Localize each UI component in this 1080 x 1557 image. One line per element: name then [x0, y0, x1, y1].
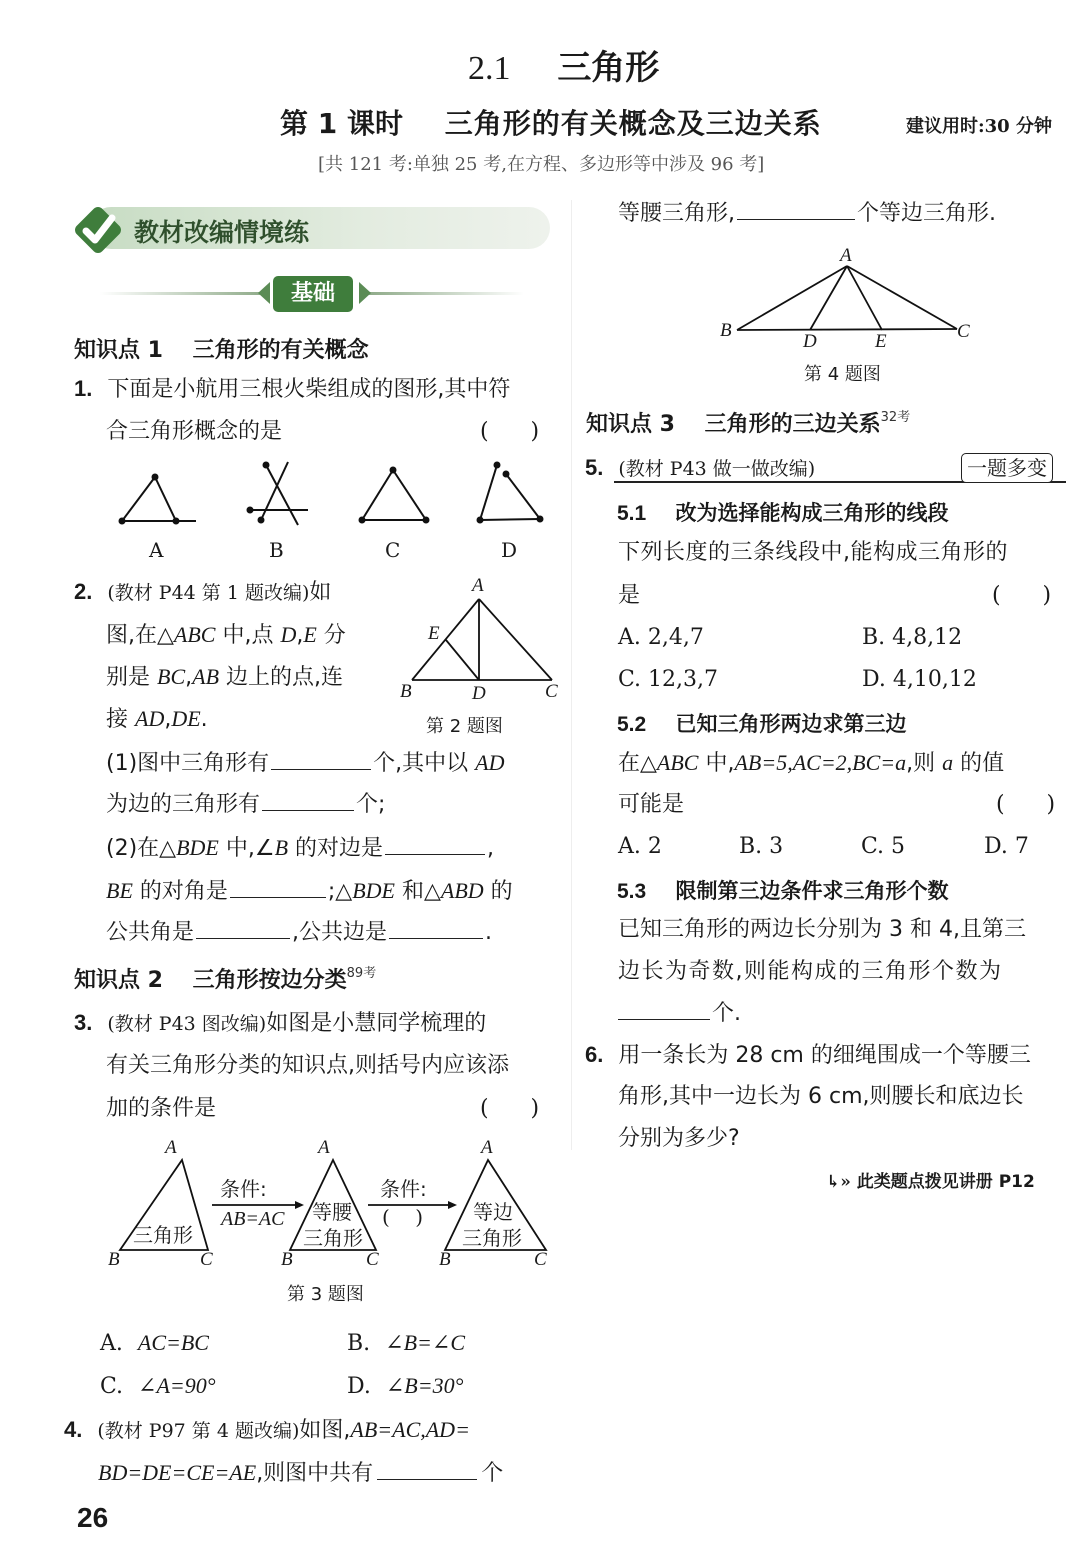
question-text: 如图,	[299, 1418, 351, 1443]
hint-arrow-icon: ↳»	[826, 1172, 851, 1192]
text: ,	[296, 623, 304, 648]
math: D	[280, 622, 297, 647]
text: 为边的三角形有	[106, 792, 261, 817]
option-text: 3	[769, 834, 784, 859]
label-a: A	[840, 245, 852, 266]
knowledge-point-2	[74, 962, 376, 994]
question-4-line3	[618, 193, 996, 235]
subquestion-title: 改为选择能构成三角形的线段	[675, 501, 949, 525]
label-c: C	[545, 681, 558, 702]
text: 中,∠	[218, 836, 275, 861]
option-key: D.	[984, 834, 1008, 859]
text: (1)图中三角形有	[106, 751, 270, 776]
math: ABC	[656, 750, 699, 775]
lesson-label: 第 1 课时	[280, 107, 403, 140]
question-1-line2: 合三角形概念的是	[106, 419, 283, 444]
page-number: 26	[77, 1502, 109, 1533]
subquestion-5-2-heading	[617, 708, 907, 738]
question-5	[585, 447, 815, 490]
question-number: 3.	[74, 1010, 93, 1035]
answer-blank[interactable]	[230, 875, 326, 898]
label-b: B	[400, 681, 412, 702]
question-text: 如	[309, 580, 332, 605]
q1-option-c[interactable]: C	[385, 538, 401, 562]
q2-part1-line2	[106, 784, 385, 826]
section-heading	[468, 40, 659, 89]
option-key: A.	[618, 834, 641, 859]
label-b: B	[720, 320, 732, 341]
label-e: E	[428, 623, 440, 644]
text: 别是	[106, 665, 157, 690]
knowledge-point-3	[586, 406, 910, 438]
subquestion-5-1-heading	[617, 497, 949, 527]
option-text: 4,8,12	[892, 625, 963, 650]
subquestion-5-3-heading	[617, 875, 949, 905]
text: 个;	[356, 792, 386, 817]
question-number: 1.	[74, 376, 93, 401]
q3-figure-caption: 第 3 题图	[287, 1284, 364, 1305]
q3-option-b[interactable]	[347, 1322, 465, 1365]
label-a: A	[472, 575, 484, 596]
label-c: C	[957, 321, 970, 342]
option-key: B.	[862, 625, 886, 650]
fig3-tri3-text-1: 等边	[473, 1200, 513, 1224]
option-key: D.	[347, 1374, 371, 1399]
label-d: D	[803, 331, 817, 352]
subquestion-title: 限制第三边条件求三角形个数	[675, 879, 949, 903]
math: B	[274, 835, 289, 860]
level-divider-left	[100, 292, 270, 295]
q5-2-option-d[interactable]	[984, 826, 1029, 868]
math: AB	[192, 664, 220, 689]
question-text: 用一条长为 28 cm 的细绳围成一个等腰三	[618, 1043, 1031, 1068]
math: DE	[171, 706, 201, 731]
option-text: ∠A=90°	[138, 1373, 216, 1398]
math: ABC	[173, 622, 216, 647]
fig3-label-c3: C	[534, 1249, 547, 1270]
section-number: 2.1	[468, 50, 511, 87]
exam-stats: [共 121 考:单独 25 考,在方程、多边形等中涉及 96 考]	[318, 154, 765, 175]
question-number: 4.	[64, 1417, 83, 1442]
fig3-label-b3: B	[439, 1249, 451, 1270]
subquestion-5-1-line1: 下列长度的三条线段中,能构成三角形的	[618, 540, 1008, 565]
q1-option-a[interactable]: A	[149, 538, 164, 562]
math: AD	[135, 706, 165, 731]
option-text: 4,10,12	[892, 667, 977, 692]
kp-title: 三角形的有关概念	[192, 338, 369, 363]
fig3-cond-2[interactable]: ( )	[382, 1205, 424, 1229]
q3-option-d[interactable]	[347, 1365, 463, 1408]
suggested-time: 建议用时:30 分钟	[906, 116, 1052, 137]
math: a	[942, 750, 954, 775]
knowledge-point-1	[74, 333, 369, 364]
fig3-tri3-text-2: 三角形	[462, 1226, 522, 1250]
text: 中,点	[215, 623, 281, 648]
text: 的对角是	[132, 879, 228, 904]
q3-figure	[100, 1135, 560, 1280]
label-e: E	[875, 331, 887, 352]
subquestion-5-3-line1: 已知三角形的两边长分别为 3 和 4,且第三	[618, 917, 1026, 942]
q2-part2-line2	[106, 870, 513, 913]
q2-part2-line3	[106, 912, 492, 954]
text: ,公共边是	[292, 920, 388, 945]
option-key: C.	[100, 1374, 124, 1399]
text: 的	[483, 879, 513, 904]
fig3-label-b1: B	[108, 1249, 120, 1270]
answer-blank[interactable]	[385, 832, 485, 855]
q2-figure-caption: 第 2 题图	[426, 716, 503, 737]
subquestion-number: 5.3	[617, 880, 647, 903]
question-text: 下面是小航用三根火柴组成的图形,其中符	[107, 377, 511, 402]
arrow-right-icon	[359, 282, 371, 304]
fig3-label-a1: A	[165, 1137, 177, 1158]
text: 接	[106, 707, 135, 732]
text: ,则图中共有	[256, 1461, 374, 1486]
question-source: (教材 P44 第 1 题改编)	[107, 582, 310, 604]
text: 个,其中以	[373, 751, 476, 776]
answer-blank[interactable]	[262, 788, 354, 811]
fig3-cond-1: AB=AC	[221, 1208, 285, 1230]
math: AB=5,AC=2,BC=a	[734, 750, 907, 775]
q4-figure-caption: 第 4 题图	[804, 364, 881, 385]
question-source: (教材 P43 图改编)	[107, 1013, 267, 1035]
option-key: D.	[862, 667, 886, 692]
option-text: ∠B=30°	[385, 1373, 464, 1398]
math: BDE	[176, 835, 219, 860]
answer-paren[interactable]: ( )	[480, 419, 540, 444]
kp-label: 知识点 3	[586, 412, 675, 437]
option-text: ∠B=∠C	[385, 1330, 465, 1355]
fig3-label-a2: A	[318, 1137, 330, 1158]
question-6	[585, 1034, 1031, 1077]
option-key: C.	[618, 667, 642, 692]
hint-link[interactable]	[826, 1167, 1035, 1192]
q5-1-option-a[interactable]	[618, 617, 704, 659]
fig3-label-b2: B	[281, 1249, 293, 1270]
subquestion-5-3-line2: 边长为奇数,则能构成的三角形个数为	[618, 959, 1003, 984]
q4-figure	[715, 244, 985, 354]
fig3-cond-label-2: 条件:	[380, 1177, 427, 1201]
fig3-label-c1: C	[200, 1249, 213, 1270]
fig3-tri2-text-1: 等腰	[312, 1200, 352, 1224]
text: 公共角是	[106, 920, 195, 945]
text: 图,在△	[106, 623, 174, 648]
option-key: B.	[347, 1331, 371, 1356]
fig3-cond-label-1: 条件:	[220, 1177, 267, 1201]
q1-figures	[110, 460, 550, 534]
kp-title: 三角形的三边关系	[704, 412, 881, 437]
answer-blank[interactable]	[196, 916, 290, 939]
text: 个等边三角形.	[857, 201, 996, 226]
math: BE	[106, 878, 133, 903]
exam-count: 32考	[880, 410, 911, 425]
question-3	[74, 1002, 486, 1045]
text: ,	[487, 836, 495, 861]
text: 和△	[395, 879, 441, 904]
question-1	[74, 368, 510, 411]
q5-1-option-b[interactable]	[862, 617, 962, 659]
text: .	[485, 920, 493, 945]
kp-label: 知识点 2	[74, 968, 163, 993]
subquestion-title: 已知三角形两边求第三边	[675, 712, 907, 736]
text: (2)在△	[106, 836, 177, 861]
option-key: C.	[861, 834, 885, 859]
answer-blank[interactable]	[389, 916, 483, 939]
option-text: 2	[647, 834, 662, 859]
lesson-title: 三角形的有关概念及三边关系	[444, 107, 822, 140]
question-2-line4	[106, 698, 208, 741]
fig3-label-a3: A	[481, 1137, 493, 1158]
question-number: 5.	[585, 455, 604, 480]
question-6-line3: 分别为多少?	[618, 1126, 740, 1151]
math: BC	[157, 664, 186, 689]
question-3-line3: 加的条件是	[106, 1096, 217, 1121]
subquestion-number: 5.2	[617, 713, 647, 736]
question-2	[74, 571, 331, 614]
math: BD=DE=CE=AE	[98, 1460, 257, 1485]
subquestion-5-2-line1	[618, 742, 1004, 785]
q3-option-a[interactable]	[100, 1322, 209, 1365]
option-text: 7	[1014, 834, 1029, 859]
question-2-line2	[106, 614, 346, 657]
check-icon	[72, 204, 124, 260]
q5-2-option-a[interactable]	[618, 826, 662, 868]
q5-2-option-b[interactable]	[739, 826, 783, 868]
fig3-tri2-text-2: 三角形	[303, 1226, 363, 1250]
answer-blank[interactable]	[271, 747, 371, 770]
text: .	[200, 707, 208, 732]
option-key: B.	[739, 834, 763, 859]
banner-title: 教材改编情境练	[134, 218, 310, 247]
fig3-tri1-text: 三角形	[133, 1223, 193, 1247]
answer-blank[interactable]	[618, 997, 710, 1020]
answer-blank[interactable]	[737, 197, 855, 220]
q1-option-d[interactable]: D	[501, 538, 518, 562]
kp-label: 知识点 1	[74, 338, 163, 363]
math: BDE	[352, 878, 395, 903]
fig3-label-c2: C	[366, 1249, 379, 1270]
question-text: 如图是小慧同学梳理的	[266, 1011, 487, 1036]
kp-title: 三角形按边分类	[192, 968, 347, 993]
level-divider-right	[362, 292, 524, 295]
q5-2-option-c[interactable]	[861, 826, 905, 868]
question-4-line2	[98, 1452, 503, 1495]
text: ,	[164, 707, 172, 732]
arrow-left-icon	[258, 282, 270, 304]
q2-figure	[395, 575, 565, 705]
question-number: 6.	[585, 1042, 604, 1067]
answer-blank[interactable]	[377, 1457, 477, 1480]
text: 个	[481, 1461, 504, 1486]
text: 等腰三角形,	[618, 201, 735, 226]
question-source: (教材 P97 第 4 题改编)	[97, 1420, 300, 1442]
option-key: A.	[618, 625, 641, 650]
option-text: AC=BC	[137, 1330, 209, 1355]
question-2-line3	[106, 656, 343, 699]
math: E	[303, 622, 317, 647]
lesson-heading	[280, 102, 822, 142]
text: ,	[185, 665, 193, 690]
text: 分	[316, 623, 346, 648]
answer-paren[interactable]: ( )	[996, 792, 1056, 817]
hint-text: 此类题点拨见讲册 P12	[856, 1172, 1035, 1192]
text: 中,	[698, 751, 735, 776]
label-d: D	[472, 683, 486, 704]
q2-part1	[106, 742, 505, 785]
option-text: 12,3,7	[648, 667, 719, 692]
question-number: 2.	[74, 579, 93, 604]
math: AD	[475, 750, 505, 775]
text: 边上的点,连	[219, 665, 344, 690]
subquestion-5-3-line3	[618, 993, 741, 1035]
column-divider	[571, 200, 572, 1150]
question-source: (教材 P43 做一做改编)	[618, 458, 816, 480]
section-title: 三角形	[557, 48, 660, 88]
answer-paren[interactable]: ( )	[992, 583, 1052, 608]
option-text: 5	[891, 834, 906, 859]
q5-1-option-d[interactable]	[862, 659, 977, 701]
variation-tag: 一题多变	[961, 453, 1053, 483]
text: ;△	[327, 879, 353, 904]
text: 的值	[953, 751, 1005, 776]
answer-paren[interactable]: ( )	[480, 1096, 540, 1121]
text: ,则	[906, 751, 943, 776]
subquestion-number: 5.1	[617, 502, 647, 525]
subquestion-5-1-line2: 是	[618, 583, 641, 608]
math: AB=AC,AD=	[350, 1417, 470, 1442]
question-6-line2: 角形,其中一边长为 6 cm,则腰长和底边长	[618, 1084, 1024, 1109]
option-text: 2,4,7	[647, 625, 704, 650]
text: 个.	[712, 1001, 741, 1026]
option-key: A.	[100, 1331, 123, 1356]
question-3-line2: 有关三角形分类的知识点,则括号内应该添	[106, 1053, 509, 1078]
text: 在△	[618, 751, 657, 776]
subquestion-5-2-line2: 可能是	[618, 792, 685, 817]
text: 的对边是	[288, 836, 384, 861]
q2-part2	[106, 827, 494, 870]
q3-option-c[interactable]	[100, 1365, 216, 1408]
level-badge: 基础	[273, 276, 353, 312]
math: ABD	[440, 878, 484, 903]
exam-count: 89考	[346, 966, 377, 981]
q5-1-option-c[interactable]	[618, 659, 718, 701]
question-4	[64, 1409, 470, 1452]
q1-option-b[interactable]: B	[269, 538, 284, 562]
